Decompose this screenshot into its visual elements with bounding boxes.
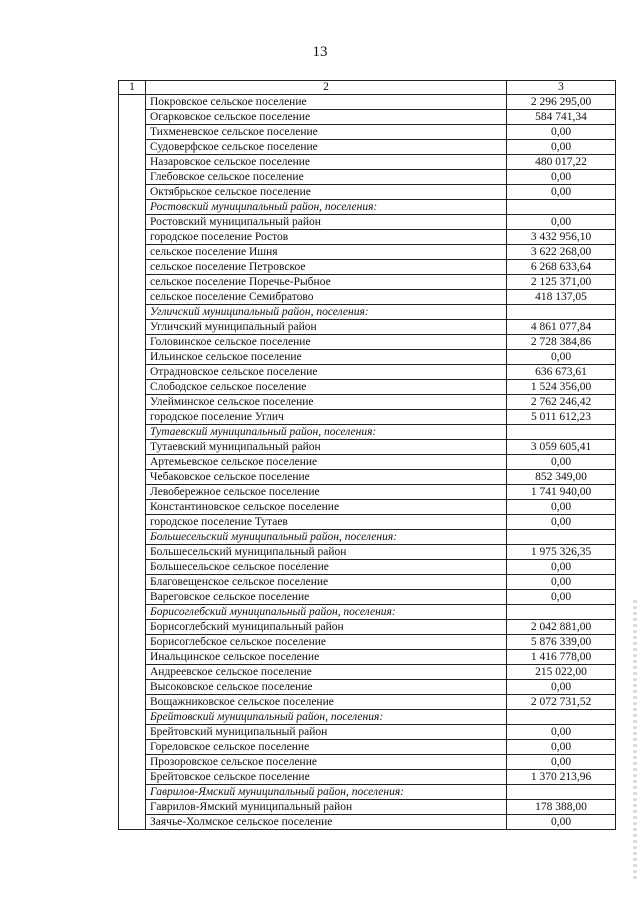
table-section-row bbox=[119, 305, 616, 320]
municipality-name-cell: Вощажниковское сельское поселение bbox=[146, 695, 507, 710]
scan-edge-mark bbox=[633, 600, 637, 880]
amount-cell: 2 728 384,86 bbox=[507, 335, 616, 350]
municipality-name-cell: Глебовское сельское поселение bbox=[146, 170, 507, 185]
row-number-cell bbox=[119, 710, 146, 725]
table-row bbox=[119, 560, 616, 575]
table-row bbox=[119, 395, 616, 410]
row-number-cell bbox=[119, 650, 146, 665]
table-row bbox=[119, 620, 616, 635]
table-row bbox=[119, 185, 616, 200]
amount-cell: 4 861 077,84 bbox=[507, 320, 616, 335]
amount-cell: 3 059 605,41 bbox=[507, 440, 616, 455]
municipality-name-cell: Артемьевское сельское поселение bbox=[146, 455, 507, 470]
amount-cell bbox=[507, 305, 616, 320]
row-number-cell bbox=[119, 515, 146, 530]
table-row bbox=[119, 680, 616, 695]
row-number-cell bbox=[119, 470, 146, 485]
section-title-cell: Большесельский муниципальный район, поселения: bbox=[146, 530, 507, 545]
amount-cell: 215 022,00 bbox=[507, 665, 616, 680]
table-section-row bbox=[119, 710, 616, 725]
table-row bbox=[119, 755, 616, 770]
table-row bbox=[119, 665, 616, 680]
table-row bbox=[119, 470, 616, 485]
municipality-name-cell: Большесельский муниципальный район bbox=[146, 545, 507, 560]
row-number-cell bbox=[119, 245, 146, 260]
row-number-cell bbox=[119, 110, 146, 125]
municipality-name-cell: городское поселение Ростов bbox=[146, 230, 507, 245]
table-row bbox=[119, 350, 616, 365]
header-col-3: 3 bbox=[507, 81, 616, 95]
row-number-cell bbox=[119, 395, 146, 410]
table-row bbox=[119, 635, 616, 650]
table-row bbox=[119, 410, 616, 425]
municipality-name-cell: Угличский муниципальный район bbox=[146, 320, 507, 335]
row-number-cell bbox=[119, 380, 146, 395]
row-number-cell bbox=[119, 680, 146, 695]
amount-cell: 1 741 940,00 bbox=[507, 485, 616, 500]
amount-cell: 0,00 bbox=[507, 590, 616, 605]
row-number-cell bbox=[119, 335, 146, 350]
section-title-cell: Гаврилов-Ямский муниципальный район, поселения: bbox=[146, 785, 507, 800]
municipality-name-cell: Гаврилов-Ямский муниципальный район bbox=[146, 800, 507, 815]
amount-cell: 0,00 bbox=[507, 725, 616, 740]
municipality-name-cell: сельское поселение Семибратово bbox=[146, 290, 507, 305]
table-row bbox=[119, 695, 616, 710]
municipality-name-cell: Октябрьское сельское поселение bbox=[146, 185, 507, 200]
header-col-1: 1 bbox=[119, 81, 146, 95]
table-row bbox=[119, 140, 616, 155]
table-row bbox=[119, 125, 616, 140]
municipality-name-cell: Судоверфское сельское поселение bbox=[146, 140, 507, 155]
amount-cell: 0,00 bbox=[507, 500, 616, 515]
row-number-cell bbox=[119, 545, 146, 560]
amount-cell: 636 673,61 bbox=[507, 365, 616, 380]
row-number-cell bbox=[119, 170, 146, 185]
municipality-name-cell: Брейтовский муниципальный район bbox=[146, 725, 507, 740]
amount-cell: 0,00 bbox=[507, 140, 616, 155]
table-row bbox=[119, 815, 616, 830]
row-number-cell bbox=[119, 575, 146, 590]
row-number-cell bbox=[119, 185, 146, 200]
section-title-cell: Борисоглебский муниципальный район, поселения: bbox=[146, 605, 507, 620]
municipality-name-cell: Покровское сельское поселение bbox=[146, 95, 507, 110]
table-row bbox=[119, 380, 616, 395]
table-row bbox=[119, 800, 616, 815]
row-number-cell bbox=[119, 140, 146, 155]
table-row bbox=[119, 260, 616, 275]
row-number-cell bbox=[119, 770, 146, 785]
row-number-cell bbox=[119, 485, 146, 500]
amount-cell: 0,00 bbox=[507, 215, 616, 230]
table-header-row bbox=[119, 81, 616, 95]
amount-cell: 1 975 326,35 bbox=[507, 545, 616, 560]
row-number-cell bbox=[119, 725, 146, 740]
municipality-name-cell: Заячье-Холмское сельское поселение bbox=[146, 815, 507, 830]
municipality-name-cell: Тихменевское сельское поселение bbox=[146, 125, 507, 140]
row-number-cell bbox=[119, 440, 146, 455]
table-row bbox=[119, 365, 616, 380]
table-row bbox=[119, 95, 616, 110]
header-col-2: 2 bbox=[146, 81, 507, 95]
municipality-name-cell: Прозоровское сельское поселение bbox=[146, 755, 507, 770]
amount-cell: 1 416 778,00 bbox=[507, 650, 616, 665]
allocation-table bbox=[118, 80, 616, 830]
row-number-cell bbox=[119, 365, 146, 380]
amount-cell: 0,00 bbox=[507, 455, 616, 470]
row-number-cell bbox=[119, 755, 146, 770]
section-title-cell: Ростовский муниципальный район, поселения: bbox=[146, 200, 507, 215]
table-row bbox=[119, 440, 616, 455]
municipality-name-cell: Чебаковское сельское поселение bbox=[146, 470, 507, 485]
table-row bbox=[119, 500, 616, 515]
table-row bbox=[119, 725, 616, 740]
row-number-cell bbox=[119, 800, 146, 815]
amount-cell: 2 125 371,00 bbox=[507, 275, 616, 290]
amount-cell: 6 268 633,64 bbox=[507, 260, 616, 275]
amount-cell: 0,00 bbox=[507, 350, 616, 365]
municipality-name-cell: Назаровское сельское поселение bbox=[146, 155, 507, 170]
amount-cell: 0,00 bbox=[507, 125, 616, 140]
table-row bbox=[119, 170, 616, 185]
section-title-cell: Угличский муниципальный район, поселения: bbox=[146, 305, 507, 320]
amount-cell: 0,00 bbox=[507, 680, 616, 695]
amount-cell: 3 622 268,00 bbox=[507, 245, 616, 260]
municipality-name-cell: Благовещенское сельское поселение bbox=[146, 575, 507, 590]
amount-cell bbox=[507, 710, 616, 725]
amount-cell: 2 296 295,00 bbox=[507, 95, 616, 110]
table-row bbox=[119, 575, 616, 590]
amount-cell: 0,00 bbox=[507, 560, 616, 575]
municipality-name-cell: Брейтовское сельское поселение bbox=[146, 770, 507, 785]
row-number-cell bbox=[119, 230, 146, 245]
municipality-name-cell: Огарковское сельское поселение bbox=[146, 110, 507, 125]
amount-cell: 0,00 bbox=[507, 755, 616, 770]
section-title-cell: Брейтовский муниципальный район, поселения: bbox=[146, 710, 507, 725]
municipality-name-cell: Гореловское сельское поселение bbox=[146, 740, 507, 755]
municipality-name-cell: Большесельское сельское поселение bbox=[146, 560, 507, 575]
row-number-cell bbox=[119, 290, 146, 305]
municipality-name-cell: Борисоглебское сельское поселение bbox=[146, 635, 507, 650]
amount-cell: 852 349,00 bbox=[507, 470, 616, 485]
row-number-cell bbox=[119, 275, 146, 290]
row-number-cell bbox=[119, 695, 146, 710]
amount-cell: 0,00 bbox=[507, 575, 616, 590]
municipality-name-cell: сельское поселение Ишня bbox=[146, 245, 507, 260]
municipality-name-cell: сельское поселение Петровское bbox=[146, 260, 507, 275]
amount-cell bbox=[507, 425, 616, 440]
amount-cell: 0,00 bbox=[507, 740, 616, 755]
table-row bbox=[119, 515, 616, 530]
amount-cell bbox=[507, 530, 616, 545]
table-row bbox=[119, 155, 616, 170]
row-number-cell bbox=[119, 560, 146, 575]
amount-cell: 1 524 356,00 bbox=[507, 380, 616, 395]
amount-cell: 584 741,34 bbox=[507, 110, 616, 125]
amount-cell: 2 072 731,52 bbox=[507, 695, 616, 710]
row-number-cell bbox=[119, 530, 146, 545]
amount-cell: 5 876 339,00 bbox=[507, 635, 616, 650]
table-row bbox=[119, 545, 616, 560]
row-number-cell bbox=[119, 125, 146, 140]
table-row bbox=[119, 245, 616, 260]
row-number-cell bbox=[119, 620, 146, 635]
table-section-row bbox=[119, 530, 616, 545]
amount-cell bbox=[507, 605, 616, 620]
row-number-cell bbox=[119, 200, 146, 215]
municipality-name-cell: Отрадновское сельское поселение bbox=[146, 365, 507, 380]
table-section-row bbox=[119, 605, 616, 620]
table-section-row bbox=[119, 425, 616, 440]
municipality-name-cell: Инальцинское сельское поселение bbox=[146, 650, 507, 665]
amount-cell: 3 432 956,10 bbox=[507, 230, 616, 245]
row-number-cell bbox=[119, 740, 146, 755]
amount-cell bbox=[507, 200, 616, 215]
amount-cell: 0,00 bbox=[507, 815, 616, 830]
row-number-cell bbox=[119, 635, 146, 650]
amount-cell: 418 137,05 bbox=[507, 290, 616, 305]
row-number-cell bbox=[119, 350, 146, 365]
table-row bbox=[119, 335, 616, 350]
municipality-name-cell: Слободское сельское поселение bbox=[146, 380, 507, 395]
row-number-cell bbox=[119, 260, 146, 275]
row-number-cell bbox=[119, 785, 146, 800]
amount-cell: 0,00 bbox=[507, 515, 616, 530]
municipality-name-cell: Андреевское сельское поселение bbox=[146, 665, 507, 680]
municipality-name-cell: Тутаевский муниципальный район bbox=[146, 440, 507, 455]
municipality-name-cell: Головинское сельское поселение bbox=[146, 335, 507, 350]
amount-cell: 1 370 213,96 bbox=[507, 770, 616, 785]
row-number-cell bbox=[119, 590, 146, 605]
table-row bbox=[119, 770, 616, 785]
amount-cell: 480 017,22 bbox=[507, 155, 616, 170]
table-row bbox=[119, 290, 616, 305]
table-row bbox=[119, 275, 616, 290]
amount-cell bbox=[507, 785, 616, 800]
row-number-cell bbox=[119, 425, 146, 440]
row-number-cell bbox=[119, 305, 146, 320]
row-number-cell bbox=[119, 155, 146, 170]
table-row bbox=[119, 590, 616, 605]
municipality-name-cell: Высоковское сельское поселение bbox=[146, 680, 507, 695]
row-number-cell bbox=[119, 815, 146, 830]
row-number-cell bbox=[119, 320, 146, 335]
amount-cell: 2 762 246,42 bbox=[507, 395, 616, 410]
row-number-cell bbox=[119, 665, 146, 680]
table-section-row bbox=[119, 785, 616, 800]
table-row bbox=[119, 110, 616, 125]
table-row bbox=[119, 455, 616, 470]
amount-cell: 0,00 bbox=[507, 170, 616, 185]
section-title-cell: Тутаевский муниципальный район, поселения: bbox=[146, 425, 507, 440]
amount-cell: 5 011 612,23 bbox=[507, 410, 616, 425]
municipality-name-cell: Борисоглебский муниципальный район bbox=[146, 620, 507, 635]
table-row bbox=[119, 215, 616, 230]
table-row bbox=[119, 740, 616, 755]
amount-cell: 2 042 881,00 bbox=[507, 620, 616, 635]
table-row bbox=[119, 650, 616, 665]
table-row bbox=[119, 485, 616, 500]
municipality-name-cell: Ростовский муниципальный район bbox=[146, 215, 507, 230]
row-number-cell bbox=[119, 215, 146, 230]
table-row bbox=[119, 320, 616, 335]
table-section-row bbox=[119, 200, 616, 215]
municipality-name-cell: Константиновское сельское поселение bbox=[146, 500, 507, 515]
municipality-name-cell: Вареговское сельское поселение bbox=[146, 590, 507, 605]
row-number-cell bbox=[119, 500, 146, 515]
row-number-cell bbox=[119, 410, 146, 425]
municipality-name-cell: сельское поселение Поречье-Рыбное bbox=[146, 275, 507, 290]
municipality-name-cell: Левобережное сельское поселение bbox=[146, 485, 507, 500]
page-number: 13 bbox=[312, 44, 328, 60]
municipality-name-cell: городское поселение Углич bbox=[146, 410, 507, 425]
municipality-name-cell: Ильинское сельское поселение bbox=[146, 350, 507, 365]
row-number-cell bbox=[119, 455, 146, 470]
amount-cell: 178 388,00 bbox=[507, 800, 616, 815]
municipality-name-cell: Улейминское сельское поселение bbox=[146, 395, 507, 410]
table-row bbox=[119, 230, 616, 245]
row-number-cell bbox=[119, 95, 146, 110]
amount-cell: 0,00 bbox=[507, 185, 616, 200]
row-number-cell bbox=[119, 605, 146, 620]
municipality-name-cell: городское поселение Тутаев bbox=[146, 515, 507, 530]
